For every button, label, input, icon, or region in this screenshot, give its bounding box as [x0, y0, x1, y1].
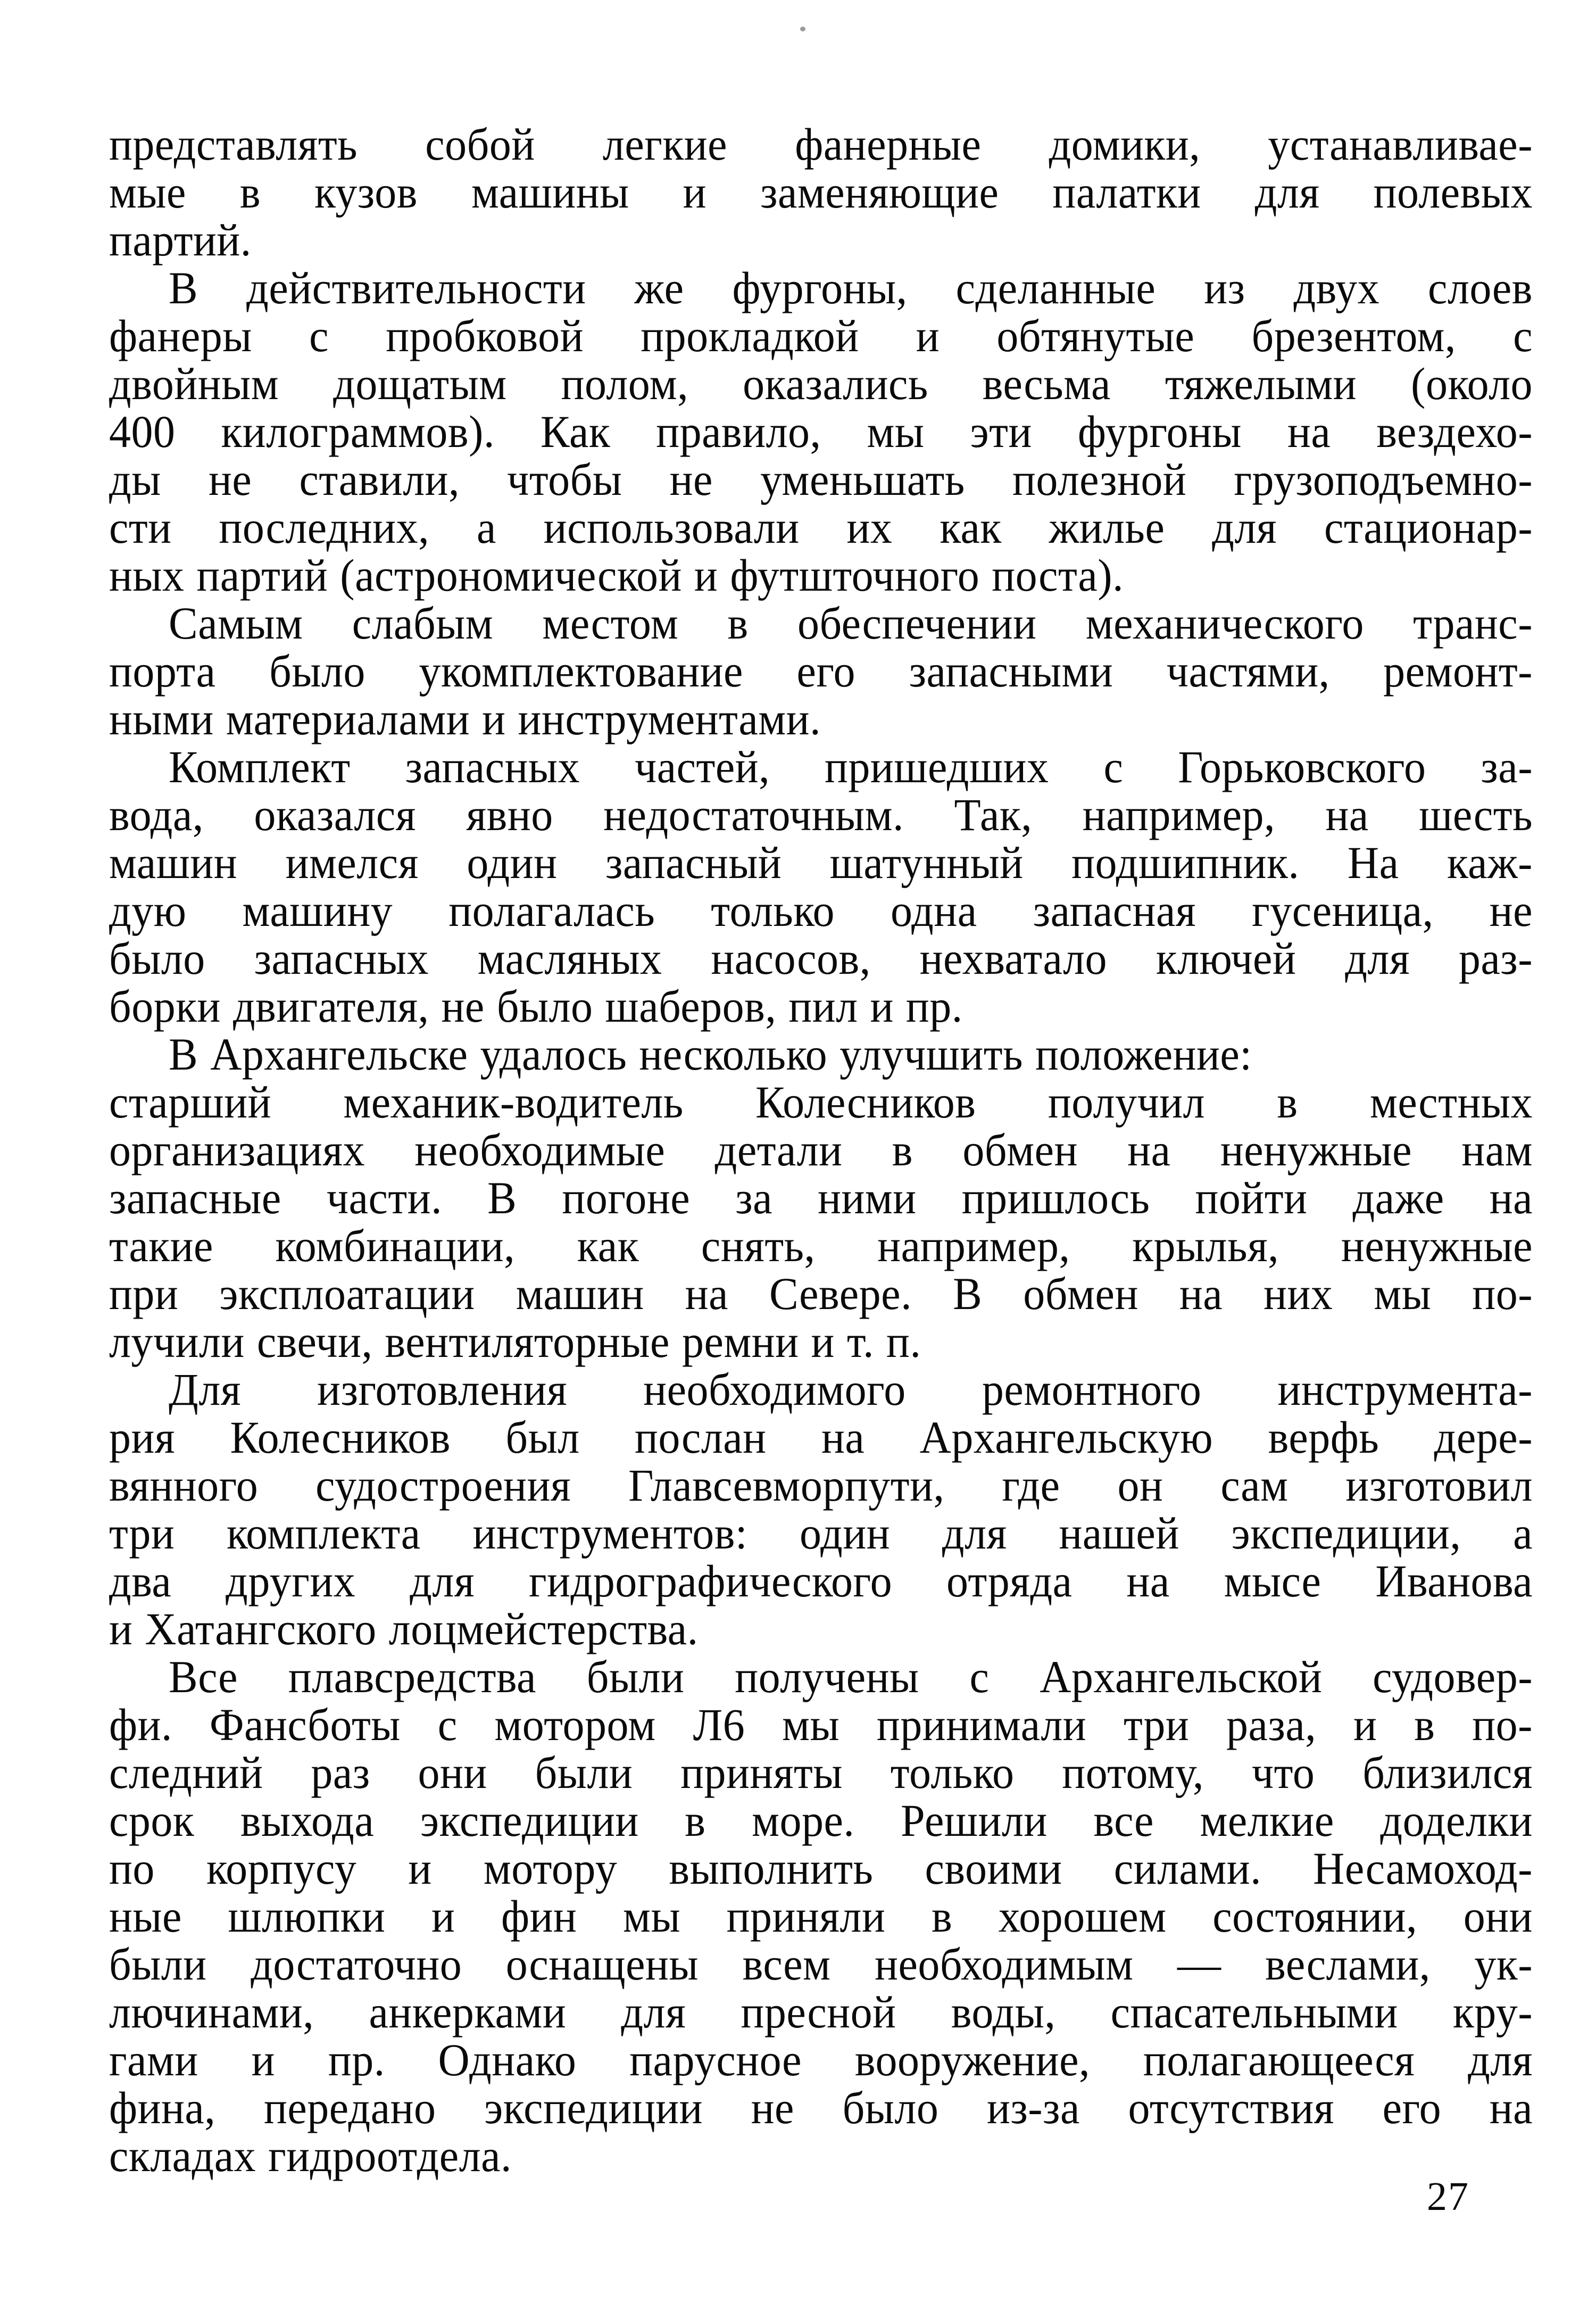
paragraph-7	[109, 1652, 1533, 2179]
text-line: вянного судостроения Главсевморпути, где он сам изготовил	[109, 1460, 1533, 1511]
text-line: рия Колесников был послан на Архангельскую верфь дере-	[109, 1412, 1533, 1463]
text-line: Самым слабым местом в обеспечении механического транс-	[169, 598, 1533, 649]
paragraph-4	[109, 742, 1533, 1030]
text-line: В действительности же фургоны, сделанные из двух слоев	[169, 262, 1533, 313]
paragraph-5	[109, 1030, 1533, 1365]
text-line: машин имелся один запасный шатунный подшипник. На каж-	[109, 837, 1533, 888]
text-line: Комплект запасных частей, пришедших с Горьковского за-	[169, 741, 1533, 792]
text-line: организациях необходимые детали в обмен на ненужные нам	[109, 1124, 1533, 1175]
text-line: мые в кузов машины и заменяющие палатки для полевых	[109, 167, 1533, 218]
text-line: двойным дощатым полом, оказались весьма тяжелыми (около	[109, 358, 1533, 409]
text-line: представлять собой легкие фанерные домики, устанавливае-	[109, 119, 1533, 170]
text-line: фина, передано экспедиции не было из-за отсутствия его на	[109, 2082, 1533, 2133]
text-line: фи. Фансботы с мотором Л6 мы принимали три раза, и в по-	[109, 1699, 1533, 1750]
text-line: два других для гидрографического отряда на мысе Иванова	[109, 1555, 1533, 1607]
paragraph-1	[109, 119, 1533, 266]
text-line: 400 килограммов). Как правило, мы эти фургоны на вездехо-	[109, 406, 1533, 457]
text-line: по корпусу и мотору выполнить своими силами. Несамоход-	[109, 1843, 1533, 1894]
text-line: Для изготовления необходимого ремонтного инструмента-	[169, 1364, 1533, 1415]
scan-speck	[800, 27, 805, 31]
text-line: складах гидроотдела.	[109, 2130, 512, 2181]
text-line: при эксплоатации машин на Севере. В обмен на них мы по-	[109, 1268, 1533, 1319]
text-line: Все плавсредства были получены с Архангельской судовер-	[169, 1651, 1533, 1702]
text-line: было запасных масляных насосов, нехватало ключей для раз-	[109, 933, 1533, 984]
text-line: сти последних, а использовали их как жилье для стационар-	[109, 502, 1533, 553]
text-line: лючинами, анкерками для пресной воды, спасательными кру-	[109, 1986, 1533, 2038]
text-line: лучили свечи, вентиляторные ремни и т. п.	[109, 1316, 921, 1367]
text-line: фанеры с пробковой прокладкой и обтянутые брезентом, с	[109, 310, 1533, 361]
text-line: были достаточно оснащены всем необходимым — веслами, ук-	[109, 1939, 1533, 1990]
text-line: и Хатангского лоцмейстерства.	[109, 1603, 699, 1654]
text-line: такие комбинации, как снять, например, крылья, ненужные	[109, 1220, 1533, 1271]
text-line: ных партий (астрономической и футшточного поста).	[109, 550, 1124, 601]
text-line: старший механик-водитель Колесников получил в местных	[109, 1077, 1533, 1128]
text-line: вода, оказался явно недостаточным. Так, например, на шесть	[109, 789, 1533, 840]
text-line: запасные части. В погоне за ними пришлось пойти даже на	[109, 1172, 1533, 1223]
paragraph-2	[109, 263, 1533, 599]
text-line: ными материалами и инструментами.	[109, 693, 821, 744]
text-line: партий.	[109, 214, 252, 266]
text-block	[109, 120, 1533, 2179]
text-line: гами и пр. Однако парусное вооружение, полагающееся для	[109, 2034, 1533, 2085]
text-line: следний раз они были приняты только потому, что близился	[109, 1747, 1533, 1798]
text-line: ды не ставили, чтобы не уменьшать полезной грузоподъемно-	[109, 454, 1533, 505]
text-line: ные шлюпки и фин мы приняли в хорошем состоянии, они	[109, 1891, 1533, 1942]
text-line: срок выхода экспедиции в море. Решили все мелкие доделки	[109, 1795, 1533, 1846]
text-line: В Архангельске удалось несколько улучшить положение:	[169, 1029, 1252, 1080]
text-line: дую машину полагалась только одна запасная гусеница, не	[109, 885, 1533, 936]
page-number: 27	[1427, 2174, 1469, 2219]
text-line: порта было укомплектование его запасными частями, ремонт-	[109, 645, 1533, 697]
paragraph-6	[109, 1365, 1533, 1652]
text-line: три комплекта инструментов: один для нашей экспедиции, а	[109, 1508, 1533, 1559]
text-line: борки двигателя, не было шаберов, пил и пр.	[109, 981, 963, 1032]
paragraph-3	[109, 599, 1533, 742]
